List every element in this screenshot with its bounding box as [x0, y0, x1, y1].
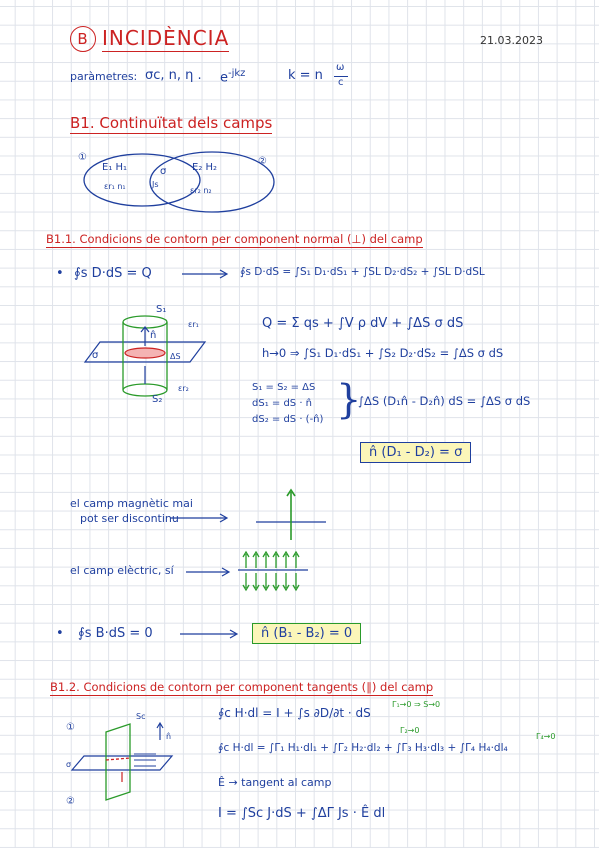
gauss-b-equation: ∮s B·dS = 0: [78, 626, 153, 641]
gauss-d-lhs: ∮s D·dS = Q: [74, 266, 152, 281]
condition-ds1: dS₁ = dS · n̂: [252, 398, 313, 409]
ampere-equation: ∮c H·dl = I + ∫s ∂D/∂t · dS: [218, 706, 371, 720]
ampere-normal-label: n̂: [166, 732, 172, 741]
params-label: paràmetres:: [70, 70, 138, 83]
pillbox-normal-label: n̂: [150, 330, 157, 341]
condition-brace: }: [336, 377, 362, 423]
result-normal-d: n̂ (D₁ - D₂) = σ: [360, 442, 471, 463]
k-denominator: c: [338, 77, 344, 88]
interface-current: Js: [152, 180, 159, 189]
ampere-sc-label: Sc: [136, 712, 146, 721]
implies-arrow-2: [180, 628, 240, 640]
b12-region1-number: ①: [66, 722, 75, 733]
params-list: σc, n, η .: [145, 68, 202, 83]
b1-heading: B1. Continuïtat dels camps: [70, 114, 273, 132]
ampere-sigma-label: σ: [66, 760, 72, 769]
electric-note-arrow: [186, 566, 232, 578]
condition-ds2: dS₂ = dS · (-n̂): [252, 414, 324, 425]
b11-heading: B1.1. Condicions de contorn per component normal (⊥) del camp: [46, 232, 423, 246]
b12-region2-number: ②: [66, 796, 75, 807]
implies-arrow-1: [182, 268, 232, 280]
condition-areas: S₁ = S₂ = ΔS: [252, 382, 316, 393]
tangent-vector-note: Ê → tangent al camp: [218, 776, 332, 789]
electric-field-diagram: [238, 548, 310, 594]
pillbox-sigma-label: σ: [92, 350, 99, 361]
b1-region2-number: ②: [258, 156, 267, 167]
magnetic-field-diagram: [256, 486, 328, 542]
circulation-note-gamma4: Γ₄→0: [536, 732, 556, 741]
result-normal-b: n̂ (B₁ - B₂) = 0: [252, 623, 361, 644]
pillbox-ds-label: ΔS: [170, 352, 181, 361]
region1-fields: E₁ H₁: [102, 162, 128, 173]
pillbox-diagram: [80, 300, 220, 410]
bullet-gauss-b: •: [56, 626, 64, 641]
wave-base: e: [220, 70, 228, 86]
b1-region1-number: ①: [78, 152, 87, 163]
magnetic-note-line1: el camp magnètic mai: [70, 497, 193, 510]
wave-term: [220, 68, 245, 85]
bullet-gauss-d: •: [56, 266, 64, 281]
region2-params: εr₂ n₂: [190, 186, 212, 195]
charge-equation: Q = Σ qs + ∫V ρ dV + ∫ΔS σ dS: [262, 316, 464, 331]
k-numerator: ω: [336, 62, 345, 73]
pillbox-eps2-label: εr₂: [178, 384, 189, 393]
date-label: 21.03.2023: [480, 34, 543, 47]
pillbox-s2-label: S₂: [152, 394, 163, 405]
surface-equation: ∫ΔS (D₁n̂ - D₂n̂) dS = ∫ΔS σ dS: [358, 394, 531, 408]
k-relation: k = n: [288, 68, 323, 83]
ampere-loop-diagram: [72, 710, 182, 800]
current-equation: I = ∫Sc J·dS + ∫ΔΓ Js · Ê dl: [218, 806, 386, 821]
limit-equation: h→0 ⇒ ∫S₁ D₁·dS₁ + ∫S₂ D₂·dS₂ = ∫ΔS σ dS: [262, 346, 504, 360]
pillbox-eps1-label: εr₁: [188, 320, 199, 329]
magnetic-note-arrow: [170, 512, 230, 524]
gauss-d-rhs: ∮s D·dS = ∫S₁ D₁·dS₁ + ∫SL D₂·dS₂ + ∫SL D·dSL: [240, 266, 485, 278]
b12-heading: B1.2. Condicions de contorn per component tangents (∥) del camp: [50, 680, 434, 694]
interface-sigma: σ: [160, 166, 167, 177]
region2-fields: E₂ H₂: [192, 162, 218, 173]
electric-note: el camp elèctric, sí: [70, 564, 174, 577]
page-title: INCIDÈNCIA: [102, 26, 230, 50]
section-letter: B: [70, 26, 96, 52]
pillbox-s1-label: S₁: [156, 304, 167, 315]
wave-exponent: -jkz: [228, 68, 246, 79]
circulation-note-gamma2: Γ₂→0: [400, 726, 420, 735]
region1-params: εr₁ n₁: [104, 182, 126, 191]
magnetic-note-line2: pot ser discontinu: [80, 512, 179, 525]
ampere-limit-note: Γ₁→0 ⇒ S→0: [392, 700, 441, 709]
circulation-equation: ∮c H·dl = ∫Γ₁ H₁·dl₁ + ∫Γ₂ H₂·dl₂ + ∫Γ₃ H₃·dl₃ + ∫Γ₄ H₄·dl₄: [218, 742, 508, 754]
